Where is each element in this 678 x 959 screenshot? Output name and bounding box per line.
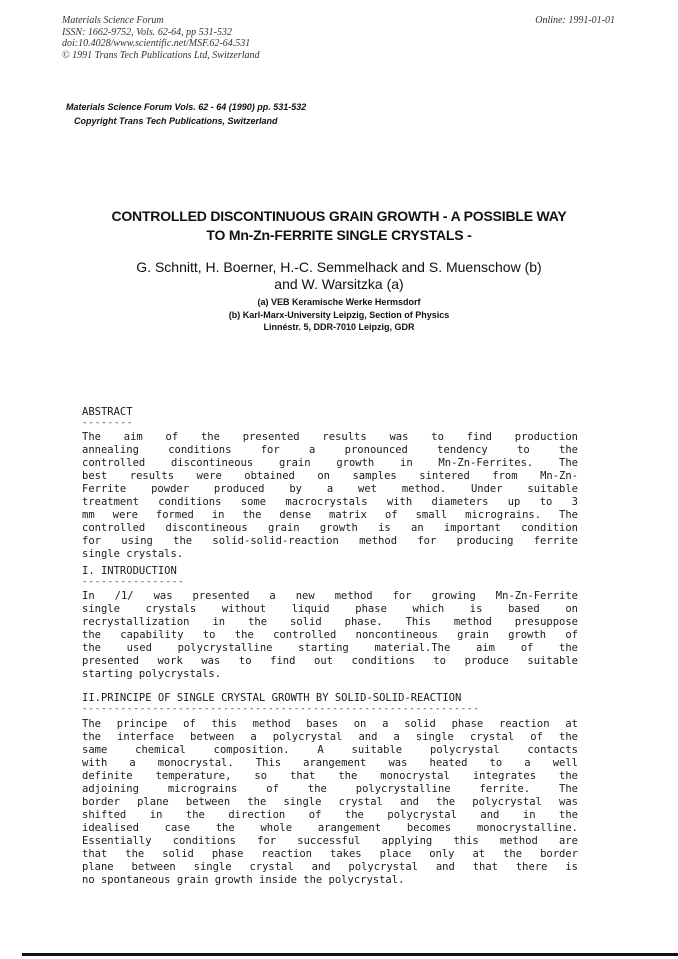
paper-title <box>0 207 678 245</box>
text-line: the used polycrystalline starting material.The aim of the <box>82 642 578 654</box>
affiliation-line: (a) VEB Keramische Werke Hermsdorf <box>257 297 421 307</box>
journal-line: Materials Science Forum Vols. 62 - 64 (1990) pp. 531-532 <box>66 102 307 112</box>
text-line: the interface between a polycrystal and a single crystal of the <box>82 731 578 743</box>
text-line: Ferrite powder produced by a wet method. Under suitable <box>82 483 578 495</box>
text-line: In /1/ was presented a new method for growing Mn-Zn-Ferrite <box>82 590 578 602</box>
introduction-heading-underline: ---------------- <box>82 577 185 587</box>
text-line: border plane between the single crystal and the polycrystal was <box>82 796 578 808</box>
affiliation-line: (b) Karl-Marx-University Leipzig, Section of Physics <box>228 309 450 320</box>
text-line: controlled discontineous grain growth is an important condition <box>82 522 578 534</box>
text-line: with a monocrystal. This arangement was heated to a well <box>82 757 578 769</box>
text-line: idealised case the whole arangement becomes monocrystalline. <box>82 822 578 834</box>
text-line: recrystallization in the solid phase. This method presuppose <box>82 616 578 628</box>
affiliation-line: Linnéstr. 5, DDR-7010 Leipzig, GDR <box>263 322 415 332</box>
text-line: same chemical composition. A suitable polycrystal contacts <box>82 744 578 756</box>
text-line: definite temperature, so that the monocrystal integrates the <box>82 770 578 782</box>
publication-metadata <box>62 15 260 61</box>
meta-line: ISSN: 1662-9752, Vols. 62-64, pp 531-532 <box>62 26 232 38</box>
introduction-heading: I. INTRODUCTION <box>82 565 177 577</box>
title-line: CONTROLLED DISCONTINUOUS GRAIN GROWTH - A POSSIBLE WAY <box>111 208 567 224</box>
text-line: the capability to the controlled noncontineous grain growth of <box>82 629 578 641</box>
page-bottom-rule <box>22 953 678 956</box>
text-line: mm were formed in the dense matrix of small micrograins. The <box>82 509 578 521</box>
principle-body <box>82 718 578 887</box>
text-line: The aim of the presented results was to find production <box>82 431 578 443</box>
text-line: presented work was to find out conditions to produce suitable <box>82 655 578 667</box>
text-line: The principe of this method bases on a solid phase reaction at <box>82 718 578 730</box>
author-list <box>0 259 678 293</box>
introduction-body <box>82 590 578 681</box>
meta-line: doi:10.4028/www.scientific.net/MSF.62-64.531 <box>62 38 251 49</box>
journal-reference <box>66 100 306 128</box>
principle-heading-underline: -------------------------------------------------------------- <box>82 704 480 714</box>
principle-heading: II.PRINCIPE OF SINGLE CRYSTAL GROWTH BY SOLID-SOLID-REACTION <box>82 692 462 704</box>
online-date: Online: 1991-01-01 <box>535 15 615 26</box>
text-line: for using the solid-solid-reaction method for producing ferrite <box>82 535 578 547</box>
abstract-heading-underline: -------- <box>82 418 134 428</box>
text-line: best results were obtained on samples sintered from Mn-Zn- <box>82 470 578 482</box>
text-line: treatment conditions some macrocrystals with diameters up to 3 <box>82 496 578 508</box>
text-line: no spontaneous grain growth inside the polycrystal. <box>82 874 405 886</box>
text-line: controlled discontineous grain growth in Mn-Zn-Ferrites. The <box>82 457 578 469</box>
title-line: TO Mn-Zn-FERRITE SINGLE CRYSTALS - <box>206 227 472 243</box>
meta-line: © 1991 Trans Tech Publications Ltd, Switzerland <box>62 49 260 61</box>
text-line: Essentially conditions for successful applying this method are <box>82 835 578 847</box>
text-line: single crystals without liquid phase which is based on <box>82 603 578 615</box>
text-line: shifted in the direction of the polycrystal and in the <box>82 809 578 821</box>
affiliations <box>0 296 678 334</box>
abstract-heading: ABSTRACT <box>82 406 133 418</box>
authors-line: G. Schnitt, H. Boerner, H.-C. Semmelhack and S. Muenschow (b) <box>136 259 542 275</box>
text-line: single crystals. <box>82 548 184 560</box>
copyright-line: Copyright Trans Tech Publications, Switzerland <box>74 116 278 126</box>
authors-line: and W. Warsitzka (a) <box>274 276 404 292</box>
text-line: that the solid phase reaction takes place only at the border <box>82 848 578 860</box>
text-line: adjoining micrograins of the polycrystalline ferrite. The <box>82 783 578 795</box>
meta-line: Materials Science Forum <box>62 15 164 26</box>
text-line: plane between single crystal and polycrystal and that there is <box>82 861 578 873</box>
text-line: starting polycrystals. <box>82 668 222 680</box>
abstract-body <box>82 431 578 561</box>
text-line: annealing conditions for a pronounced tendency to the <box>82 444 578 456</box>
